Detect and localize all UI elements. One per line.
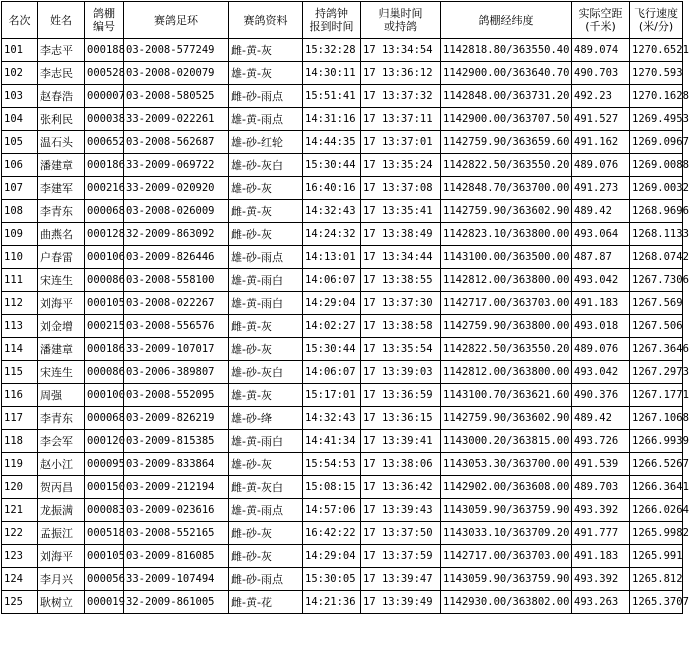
table-row [2,430,683,453]
cell-distance: 491.539 [572,453,630,476]
table-row [2,545,683,568]
cell-ring: 33-2009-107017 [124,338,229,361]
cell-ring: 33-2009-107494 [124,568,229,591]
cell-distance: 493.042 [572,269,630,292]
cell-ring: 03-2008-580525 [124,85,229,108]
cell-name: 李会军 [38,430,85,453]
cell-pigeon-info: 雌-黄-灰 [229,315,303,338]
cell-name: 李青东 [38,407,85,430]
cell-name: 潘建章 [38,154,85,177]
cell-name: 刘金增 [38,315,85,338]
table-row [2,453,683,476]
cell-name: 赵小江 [38,453,85,476]
cell-ring: 03-2009-826219 [124,407,229,430]
cell-speed: 1270.1628 [630,85,683,108]
cell-speed: 1267.1771 [630,384,683,407]
cell-speed: 1267.506 [630,315,683,338]
cell-rank: 112 [2,292,38,315]
table-row [2,499,683,522]
cell-name: 赵春浩 [38,85,85,108]
table-row [2,292,683,315]
cell-ring: 32-2009-863092 [124,223,229,246]
cell-speed: 1269.0967 [630,131,683,154]
cell-pigeon-info: 雄-砂-红轮 [229,131,303,154]
cell-rank: 102 [2,62,38,85]
cell-clock-time: 15:30:44 [303,338,361,361]
cell-ring: 03-2008-026009 [124,200,229,223]
cell-loft-id: 000095 [85,453,124,476]
cell-loft-id: 000083 [85,499,124,522]
cell-distance: 493.042 [572,361,630,384]
cell-pigeon-info: 雌-砂-灰 [229,545,303,568]
cell-speed: 1267.3646 [630,338,683,361]
cell-speed: 1269.0032 [630,177,683,200]
cell-coordinates: 1143000.20/363815.00 [441,430,572,453]
cell-ring: 03-2009-212194 [124,476,229,499]
cell-rank: 120 [2,476,38,499]
cell-name: 户春雷 [38,246,85,269]
cell-distance: 489.076 [572,338,630,361]
cell-clock-time: 14:06:07 [303,269,361,292]
header-loft-id: 鸽棚 编号 [85,2,124,39]
cell-ring: 32-2009-861005 [124,591,229,614]
cell-coordinates: 1142823.10/363800.00 [441,223,572,246]
cell-loft-id: 000038 [85,108,124,131]
cell-arrival-time: 17 13:38:49 [361,223,441,246]
cell-ring: 03-2008-020079 [124,62,229,85]
cell-loft-id: 000120 [85,430,124,453]
cell-name: 张利民 [38,108,85,131]
cell-pigeon-info: 雌-黄-灰 [229,39,303,62]
cell-rank: 114 [2,338,38,361]
cell-distance: 491.183 [572,545,630,568]
cell-ring: 03-2009-833864 [124,453,229,476]
cell-coordinates: 1142812.00/363800.00 [441,361,572,384]
cell-arrival-time: 17 13:35:24 [361,154,441,177]
table-row [2,39,683,62]
cell-arrival-time: 17 13:34:54 [361,39,441,62]
cell-rank: 124 [2,568,38,591]
cell-pigeon-info: 雌-砂-灰 [229,522,303,545]
cell-rank: 101 [2,39,38,62]
cell-arrival-time: 17 13:37:30 [361,292,441,315]
cell-distance: 487.87 [572,246,630,269]
cell-loft-id: 000019 [85,591,124,614]
cell-arrival-time: 17 13:39:41 [361,430,441,453]
cell-rank: 117 [2,407,38,430]
cell-ring: 03-2008-552165 [124,522,229,545]
table-row [2,246,683,269]
cell-coordinates: 1142822.50/363550.20 [441,154,572,177]
cell-loft-id: 000007 [85,85,124,108]
cell-rank: 106 [2,154,38,177]
cell-arrival-time: 17 13:34:44 [361,246,441,269]
cell-clock-time: 14:30:11 [303,62,361,85]
cell-arrival-time: 17 13:37:59 [361,545,441,568]
table-row [2,315,683,338]
cell-name: 李月兴 [38,568,85,591]
table-row [2,361,683,384]
cell-name: 温石头 [38,131,85,154]
cell-arrival-time: 17 13:39:49 [361,591,441,614]
cell-pigeon-info: 雄-砂-绛 [229,407,303,430]
cell-coordinates: 1142759.90/363602.90 [441,200,572,223]
cell-clock-time: 14:29:04 [303,545,361,568]
cell-rank: 123 [2,545,38,568]
cell-speed: 1265.812 [630,568,683,591]
cell-name: 龙振满 [38,499,85,522]
cell-distance: 493.392 [572,499,630,522]
cell-rank: 110 [2,246,38,269]
cell-coordinates: 1143033.10/363709.20 [441,522,572,545]
cell-loft-id: 000086 [85,361,124,384]
cell-rank: 113 [2,315,38,338]
table-row [2,384,683,407]
cell-loft-id: 000068 [85,200,124,223]
cell-clock-time: 15:17:01 [303,384,361,407]
header-arrival-time: 归巢时间 或持鸽 [361,2,441,39]
cell-coordinates: 1142717.00/363703.00 [441,292,572,315]
cell-speed: 1266.3641 [630,476,683,499]
cell-coordinates: 1143059.90/363759.90 [441,499,572,522]
cell-ring: 03-2008-022267 [124,292,229,315]
cell-arrival-time: 17 13:38:58 [361,315,441,338]
cell-distance: 491.527 [572,108,630,131]
cell-clock-time: 15:30:44 [303,154,361,177]
cell-arrival-time: 17 13:37:50 [361,522,441,545]
cell-coordinates: 1142759.90/363602.90 [441,407,572,430]
cell-name: 李志平 [38,39,85,62]
cell-speed: 1268.9696 [630,200,683,223]
cell-coordinates: 1142900.00/363640.70 [441,62,572,85]
cell-ring: 33-2009-022261 [124,108,229,131]
cell-ring: 03-2008-552095 [124,384,229,407]
cell-pigeon-info: 雄-砂-雨点 [229,246,303,269]
table-row [2,62,683,85]
table-row [2,522,683,545]
table-row [2,223,683,246]
cell-distance: 489.074 [572,39,630,62]
header-clock-time: 持鸽钟 报到时间 [303,2,361,39]
cell-arrival-time: 17 13:36:12 [361,62,441,85]
cell-pigeon-info: 雄-黄-雨白 [229,269,303,292]
cell-ring: 03-2009-815385 [124,430,229,453]
cell-speed: 1266.0264 [630,499,683,522]
cell-clock-time: 15:54:53 [303,453,361,476]
cell-arrival-time: 17 13:39:03 [361,361,441,384]
cell-coordinates: 1142759.90/363659.60 [441,131,572,154]
table-header-row [2,2,683,39]
cell-ring: 03-2008-558100 [124,269,229,292]
cell-loft-id: 000186 [85,338,124,361]
header-coordinates: 鸽棚经纬度 [441,2,572,39]
table-row [2,108,683,131]
cell-name: 周强 [38,384,85,407]
cell-coordinates: 1142717.00/363703.00 [441,545,572,568]
cell-ring: 03-2006-389807 [124,361,229,384]
cell-distance: 489.42 [572,200,630,223]
cell-loft-id: 000086 [85,269,124,292]
cell-arrival-time: 17 13:39:47 [361,568,441,591]
table-row [2,154,683,177]
cell-ring: 03-2009-826446 [124,246,229,269]
cell-name: 李志民 [38,62,85,85]
cell-speed: 1267.1068 [630,407,683,430]
cell-speed: 1270.593 [630,62,683,85]
cell-distance: 489.076 [572,154,630,177]
cell-arrival-time: 17 13:37:32 [361,85,441,108]
cell-ring: 03-2009-816085 [124,545,229,568]
table-row [2,338,683,361]
cell-arrival-time: 17 13:37:08 [361,177,441,200]
cell-loft-id: 000106 [85,246,124,269]
cell-pigeon-info: 雄-黄-雨点 [229,499,303,522]
cell-loft-id: 000652 [85,131,124,154]
cell-distance: 490.376 [572,384,630,407]
cell-arrival-time: 17 13:37:11 [361,108,441,131]
cell-arrival-time: 17 13:36:59 [361,384,441,407]
header-ring: 赛鸽足环 [124,2,229,39]
cell-clock-time: 15:32:28 [303,39,361,62]
cell-pigeon-info: 雄-砂-灰 [229,453,303,476]
cell-rank: 105 [2,131,38,154]
cell-clock-time: 15:30:05 [303,568,361,591]
cell-ring: 03-2008-562687 [124,131,229,154]
cell-rank: 119 [2,453,38,476]
cell-pigeon-info: 雄-砂-灰白 [229,361,303,384]
cell-coordinates: 1142900.00/363707.50 [441,108,572,131]
cell-arrival-time: 17 13:38:06 [361,453,441,476]
cell-rank: 111 [2,269,38,292]
cell-name: 耿树立 [38,591,85,614]
table-row [2,407,683,430]
cell-distance: 489.42 [572,407,630,430]
cell-loft-id: 000128 [85,223,124,246]
cell-loft-id: 000150 [85,476,124,499]
cell-loft-id: 000215 [85,315,124,338]
cell-coordinates: 1142812.00/363800.00 [441,269,572,292]
cell-speed: 1268.1133 [630,223,683,246]
table-row [2,591,683,614]
cell-coordinates: 1143059.90/363759.90 [441,568,572,591]
cell-name: 贺丙昌 [38,476,85,499]
cell-rank: 125 [2,591,38,614]
cell-rank: 104 [2,108,38,131]
cell-speed: 1270.6521 [630,39,683,62]
cell-rank: 107 [2,177,38,200]
cell-distance: 493.018 [572,315,630,338]
cell-loft-id: 000100 [85,384,124,407]
cell-rank: 122 [2,522,38,545]
cell-clock-time: 15:08:15 [303,476,361,499]
cell-pigeon-info: 雌-砂-雨点 [229,568,303,591]
cell-pigeon-info: 雌-砂-灰 [229,223,303,246]
cell-pigeon-info: 雄-黄-雨白 [229,292,303,315]
cell-name: 宋连生 [38,269,85,292]
cell-name: 李青东 [38,200,85,223]
cell-coordinates: 1143100.00/363500.00 [441,246,572,269]
cell-loft-id: 000068 [85,407,124,430]
cell-speed: 1269.0088 [630,154,683,177]
cell-clock-time: 16:42:22 [303,522,361,545]
cell-rank: 115 [2,361,38,384]
table-row [2,177,683,200]
cell-ring: 03-2009-023616 [124,499,229,522]
cell-rank: 109 [2,223,38,246]
table-row [2,131,683,154]
cell-coordinates: 1142902.00/363608.00 [441,476,572,499]
cell-coordinates: 1142930.00/363802.00 [441,591,572,614]
cell-coordinates: 1143100.70/363621.60 [441,384,572,407]
cell-pigeon-info: 雄-黄-灰 [229,62,303,85]
cell-name: 刘海平 [38,292,85,315]
cell-pigeon-info: 雄-黄-雨白 [229,430,303,453]
cell-speed: 1267.569 [630,292,683,315]
cell-arrival-time: 17 13:35:54 [361,338,441,361]
cell-coordinates: 1142848.70/363700.00 [441,177,572,200]
cell-clock-time: 14:32:43 [303,407,361,430]
race-results-table [1,1,689,614]
cell-name: 曲燕名 [38,223,85,246]
cell-arrival-time: 17 13:39:43 [361,499,441,522]
cell-arrival-time: 17 13:36:42 [361,476,441,499]
cell-clock-time: 14:57:06 [303,499,361,522]
cell-speed: 1265.3707 [630,591,683,614]
cell-clock-time: 14:02:27 [303,315,361,338]
cell-speed: 1266.5267 [630,453,683,476]
cell-distance: 493.263 [572,591,630,614]
cell-ring: 33-2009-069722 [124,154,229,177]
cell-distance: 491.777 [572,522,630,545]
cell-arrival-time: 17 13:37:01 [361,131,441,154]
cell-distance: 489.703 [572,476,630,499]
cell-clock-time: 15:51:41 [303,85,361,108]
cell-name: 潘建章 [38,338,85,361]
cell-loft-id: 000056 [85,568,124,591]
cell-name: 刘海平 [38,545,85,568]
cell-coordinates: 1142822.50/363550.20 [441,338,572,361]
cell-clock-time: 14:24:32 [303,223,361,246]
cell-name: 李建军 [38,177,85,200]
cell-coordinates: 1143053.30/363700.00 [441,453,572,476]
cell-distance: 493.726 [572,430,630,453]
cell-arrival-time: 17 13:36:15 [361,407,441,430]
cell-loft-id: 000186 [85,154,124,177]
cell-distance: 493.064 [572,223,630,246]
cell-rank: 103 [2,85,38,108]
table-row [2,269,683,292]
header-name: 姓名 [38,2,85,39]
cell-rank: 108 [2,200,38,223]
table-row [2,568,683,591]
cell-clock-time: 14:41:34 [303,430,361,453]
cell-pigeon-info: 雌-黄-花 [229,591,303,614]
cell-coordinates: 1142818.80/363550.40 [441,39,572,62]
cell-name: 宋连生 [38,361,85,384]
cell-distance: 491.273 [572,177,630,200]
cell-clock-time: 16:40:16 [303,177,361,200]
cell-name: 孟振江 [38,522,85,545]
cell-clock-time: 14:31:16 [303,108,361,131]
header-rank: 名次 [2,2,38,39]
cell-loft-id: 000105 [85,292,124,315]
table-row [2,85,683,108]
cell-pigeon-info: 雄-黄-雨点 [229,108,303,131]
cell-speed: 1267.7306 [630,269,683,292]
cell-clock-time: 14:32:43 [303,200,361,223]
cell-pigeon-info: 雌-黄-灰白 [229,476,303,499]
cell-clock-time: 14:21:36 [303,591,361,614]
cell-clock-time: 14:29:04 [303,292,361,315]
cell-speed: 1269.4953 [630,108,683,131]
cell-rank: 121 [2,499,38,522]
cell-speed: 1268.0742 [630,246,683,269]
cell-arrival-time: 17 13:38:55 [361,269,441,292]
cell-distance: 491.183 [572,292,630,315]
cell-loft-id: 000528 [85,62,124,85]
cell-loft-id: 000216 [85,177,124,200]
cell-loft-id: 000188 [85,39,124,62]
cell-ring: 03-2008-577249 [124,39,229,62]
cell-pigeon-info: 雄-砂-灰 [229,177,303,200]
cell-ring: 33-2009-020920 [124,177,229,200]
cell-speed: 1265.9982 [630,522,683,545]
cell-distance: 492.23 [572,85,630,108]
cell-ring: 03-2008-556576 [124,315,229,338]
cell-rank: 116 [2,384,38,407]
cell-speed: 1266.9939 [630,430,683,453]
cell-speed: 1265.991 [630,545,683,568]
cell-coordinates: 1142848.00/363731.20 [441,85,572,108]
cell-loft-id: 000518 [85,522,124,545]
table-row [2,476,683,499]
cell-arrival-time: 17 13:35:41 [361,200,441,223]
cell-clock-time: 14:06:07 [303,361,361,384]
cell-loft-id: 000105 [85,545,124,568]
cell-speed: 1267.2973 [630,361,683,384]
cell-rank: 118 [2,430,38,453]
cell-distance: 493.392 [572,568,630,591]
header-speed: 飞行速度 (米/分) [630,2,683,39]
cell-pigeon-info: 雄-黄-灰 [229,384,303,407]
cell-pigeon-info: 雄-砂-灰 [229,338,303,361]
cell-distance: 490.703 [572,62,630,85]
cell-distance: 491.162 [572,131,630,154]
cell-pigeon-info: 雌-砂-雨点 [229,85,303,108]
cell-pigeon-info: 雌-黄-灰 [229,200,303,223]
table-row [2,200,683,223]
header-pigeon-info: 赛鸽资料 [229,2,303,39]
cell-coordinates: 1142759.90/363800.00 [441,315,572,338]
cell-clock-time: 14:44:35 [303,131,361,154]
cell-clock-time: 14:13:01 [303,246,361,269]
cell-pigeon-info: 雄-砂-灰白 [229,154,303,177]
header-distance: 实际空距 (千米) [572,2,630,39]
